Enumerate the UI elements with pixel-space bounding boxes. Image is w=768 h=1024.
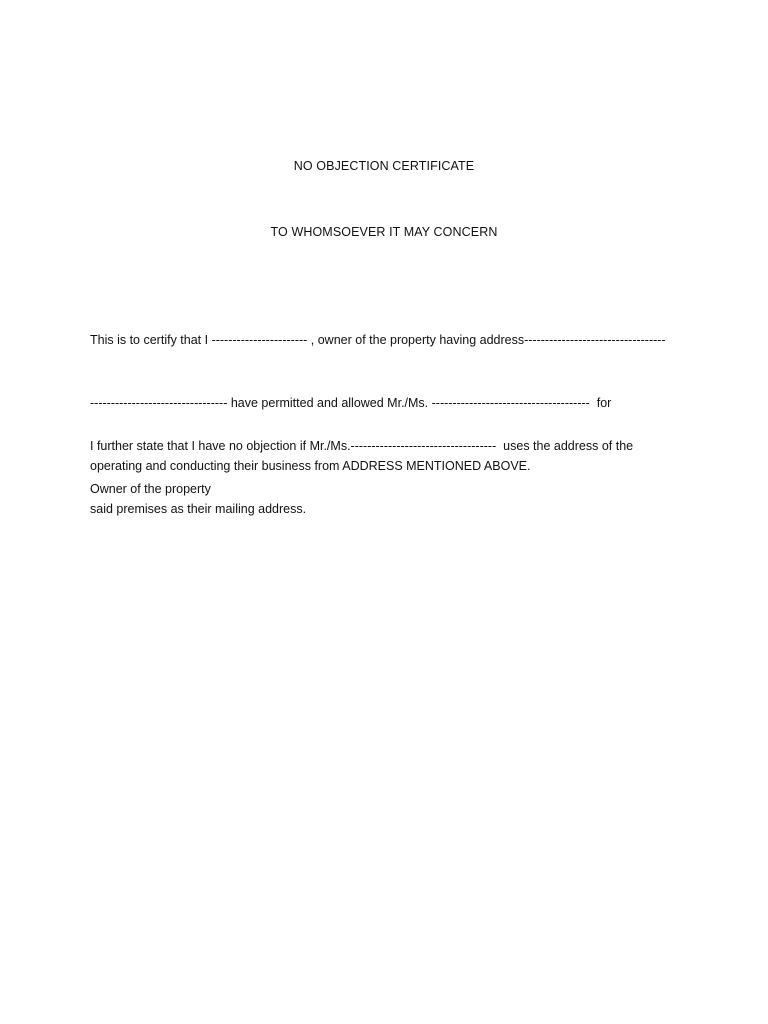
certificate-title: NO OBJECTION CERTIFICATE xyxy=(293,159,475,173)
paragraph-line: --------------------------------- have permitted and allowed Mr./Ms. -------------------------------------- for xyxy=(90,396,612,410)
no-objection-paragraph xyxy=(90,394,690,562)
signature-label: Owner of the property xyxy=(90,482,211,496)
paragraph-line: I further state that I have no objection if Mr./Ms.----------------------------------- uses the address of the xyxy=(90,439,634,453)
paragraph-line: said premises as their mailing address. xyxy=(90,502,307,516)
certificate-subtitle: TO WHOMSOEVER IT MAY CONCERN xyxy=(270,225,498,239)
paragraph-line: operating and conducting their business from ADDRESS MENTIONED ABOVE. xyxy=(90,459,531,473)
paragraph-line: This is to certify that I ----------------------- , owner of the property having address---------------------------------- xyxy=(90,333,666,347)
